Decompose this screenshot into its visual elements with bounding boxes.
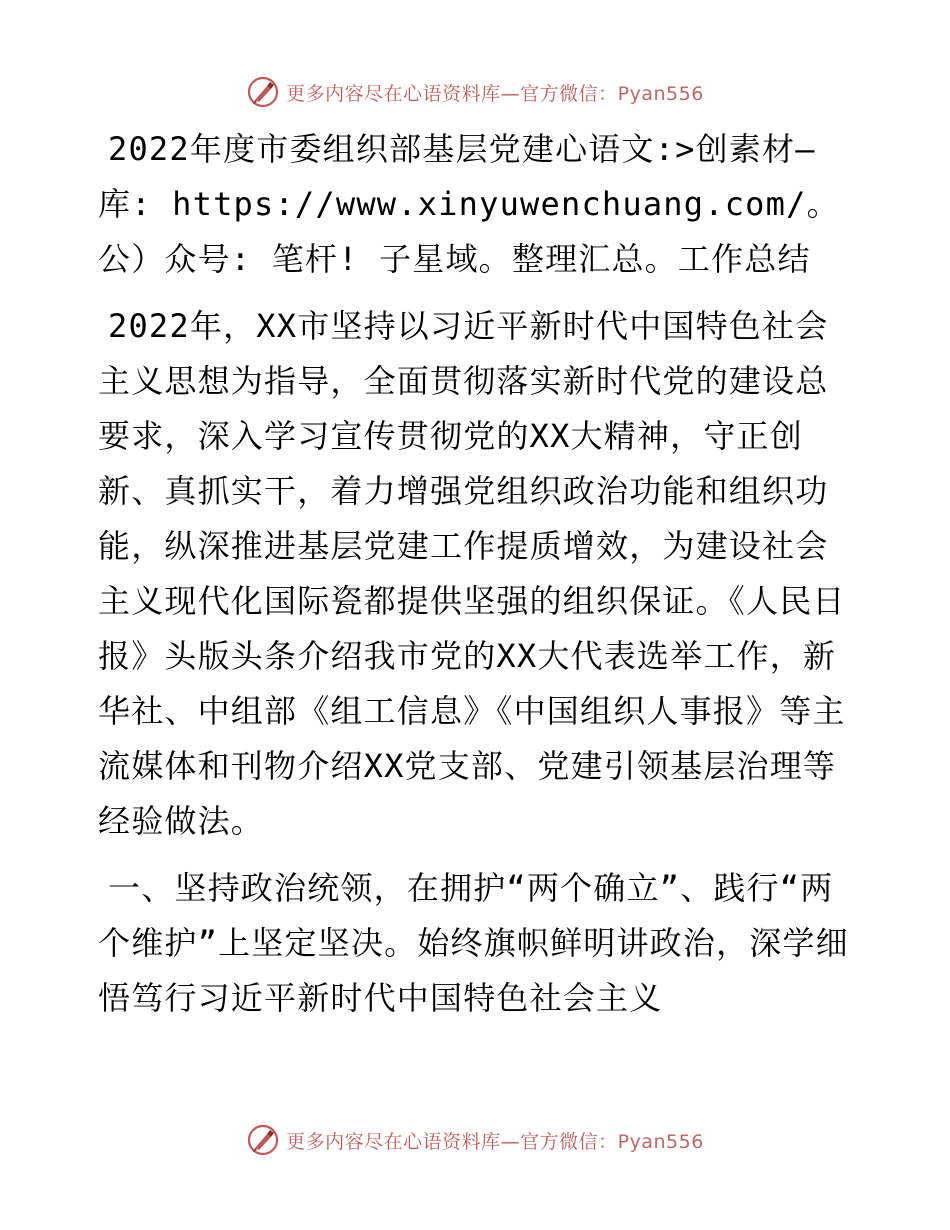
pen-logo-icon xyxy=(246,75,280,109)
document-body xyxy=(98,122,858,1026)
footer-banner xyxy=(0,1120,950,1160)
header-banner-text: 更多内容尽在心语资料库—官方微信：Pyan556 xyxy=(286,82,704,105)
footer-wechat-handle: Pyan556 xyxy=(617,1130,704,1153)
header-banner xyxy=(0,72,950,112)
header-wechat-handle: Pyan556 xyxy=(617,82,704,105)
document-title-paragraph: 2022年度市委组织部基层党建心语文:>创素材—库: https://www.xinyuwenchuang.com/。公）众号: 笔杆! 子星域。整理汇总。工作总结 xyxy=(98,130,840,278)
intro-paragraph: 2022年，XX市坚持以习近平新时代中国特色社会主义思想为指导，全面贯彻落实新时代党的建设总要求，深入学习宣传贯彻党的XX大精神，守正创新、真抓实干，着力增强党组织政治功能和组织功能，纵深推进基层党建工作提质增效，为建设社会主义现代化国际瓷都提供坚强的组织保证。《人民日报》头版头条介绍我市党的XX大代表选举工作，新华社、中组部《组工信息》《中国组织人事报》等主流媒体和刊物介绍XX党支部、党建引领基层治理等经验做法。 xyxy=(98,307,846,840)
section-one-paragraph: 一、坚持政治统领，在拥护“两个确立”、践行“两个维护”上坚定坚决。始终旗帜鲜明讲政治，深学细悟笃行习近平新时代中国特色社会主义 xyxy=(98,869,849,1017)
pen-logo-icon xyxy=(246,1123,280,1157)
footer-banner-text: 更多内容尽在心语资料库—官方微信：Pyan556 xyxy=(286,1130,704,1153)
